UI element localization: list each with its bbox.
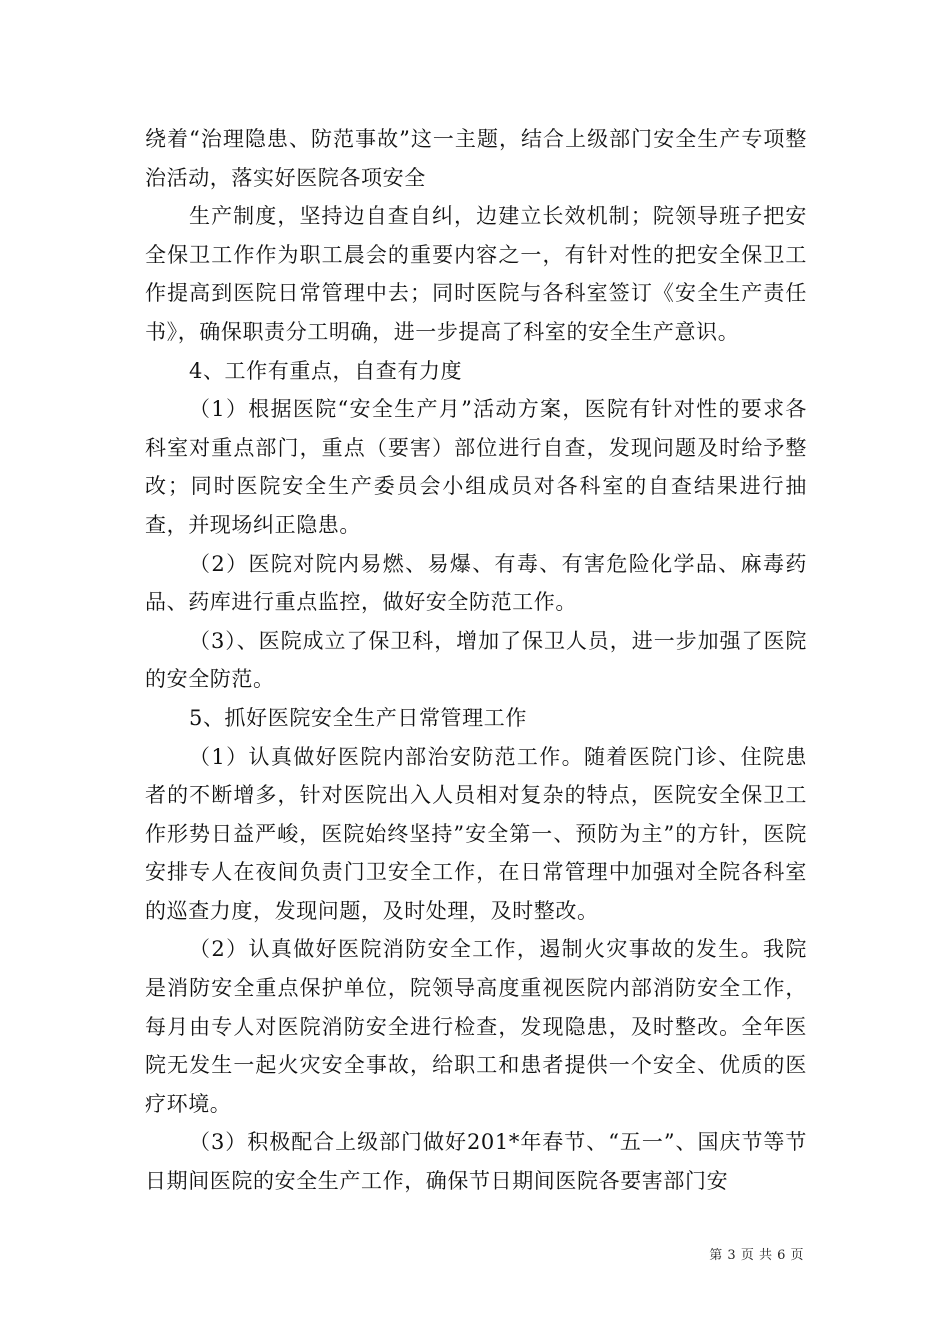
- paragraph-4-3: （3）、医院成立了保卫科，增加了保卫人员，进一步加强了医院的安全防范。: [145, 628, 807, 692]
- paragraph-2: 生产制度，坚持边自查自纠，边建立长效机制；院领导班子把安全保卫工作作为职工晨会的重要内容之一，有针对性的把安全保卫工作提高到医院日常管理中去；同时医院与各科室签订《安全生产责任书》，确保职责分工明确，进一步提高了科室的安全生产意识。: [145, 204, 807, 344]
- section-heading-4: 4、工作有重点，自查有力度: [189, 358, 463, 383]
- section-heading-5: 5、抓好医院安全生产日常管理工作: [189, 705, 527, 730]
- paragraph-4-1: （1）根据医院“安全生产月”活动方案，医院有针对性的要求各科室对重点部门，重点（要害）部位进行自查，发现问题及时给予整改；同时医院安全生产委员会小组成员对各科室的自查结果进行抽查，并现场纠正隐患。: [145, 397, 807, 537]
- document-body: [145, 120, 807, 1201]
- page-number-footer: 第 3 页 共 6 页: [709, 1248, 804, 1263]
- paragraph-5-2: （2）认真做好医院消防安全工作，遏制火灾事故的发生。我院是消防安全重点保护单位，院领导高度重视医院内部消防安全工作，每月由专人对医院消防安全进行检查，发现隐患，及时整改。全年医院无发生一起火灾安全事故，给职工和患者提供一个安全、优质的医疗环境。: [145, 937, 807, 1116]
- paragraph-5-3: （3）积极配合上级部门做好201*年春节、“五一”、国庆节等节日期间医院的安全生产工作，确保节日期间医院各要害部门安: [145, 1130, 807, 1194]
- paragraph-5-1: （1）认真做好医院内部治安防范工作。随着医院门诊、住院患者的不断增多，针对医院出入人员相对复杂的特点，医院安全保卫工作形势日益严峻，医院始终坚持”安全第一、预防为主”的方针，医院安排专人在夜间负责门卫安全工作，在日常管理中加强对全院各科室的巡查力度，发现问题，及时处理，及时整改。: [145, 744, 807, 923]
- paragraph-4-2: （2）医院对院内易燃、易爆、有毒、有害危险化学品、麻毒药品、药库进行重点监控，做好安全防范工作。: [145, 551, 807, 615]
- paragraph-1: 绕着“治理隐患、防范事故”这一主题，结合上级部门安全生产专项整治活动，落实好医院各项安全: [145, 127, 807, 190]
